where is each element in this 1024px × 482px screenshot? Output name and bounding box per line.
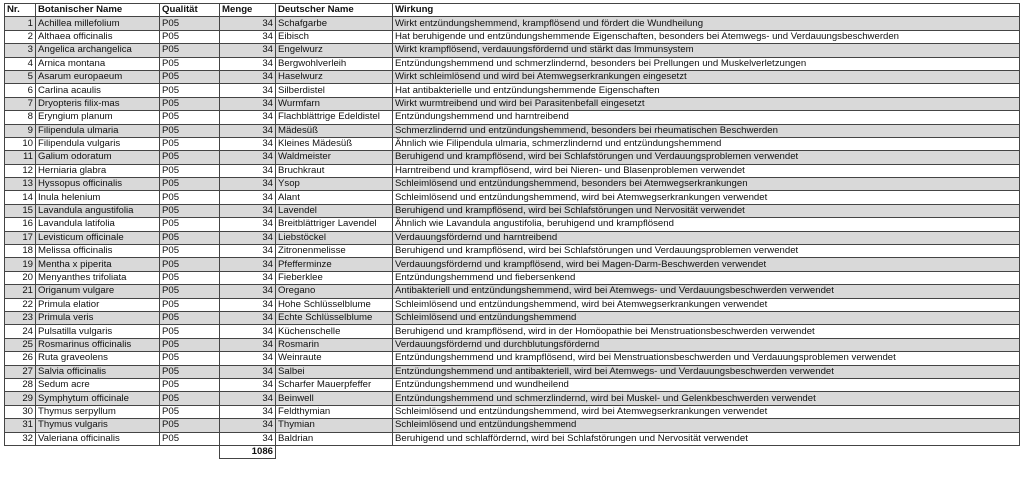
quality-cell[interactable]: P05 — [160, 204, 220, 217]
table-row — [5, 311, 1020, 324]
nr-cell[interactable]: 29 — [5, 392, 36, 405]
table-row — [5, 378, 1020, 391]
quality-cell[interactable]: P05 — [160, 151, 220, 164]
table-row — [5, 57, 1020, 70]
botanical-name-cell[interactable]: Menyanthes trifoliata — [36, 271, 160, 284]
quantity-cell[interactable]: 34 — [220, 405, 276, 418]
quantity-cell[interactable]: 34 — [220, 419, 276, 432]
quantity-cell[interactable]: 34 — [220, 111, 276, 124]
quantity-cell[interactable]: 34 — [220, 218, 276, 231]
table-row — [5, 365, 1020, 378]
quantity-cell[interactable]: 34 — [220, 392, 276, 405]
quality-cell[interactable]: P05 — [160, 231, 220, 244]
quantity-cell[interactable]: 34 — [220, 124, 276, 137]
quantity-cell[interactable]: 34 — [220, 365, 276, 378]
table-row — [5, 392, 1020, 405]
botanical-name-cell[interactable]: Althaea officinalis — [36, 30, 160, 43]
nr-cell[interactable]: 20 — [5, 271, 36, 284]
effect-cell[interactable]: Wirkt entzündungshemmend, krampflösend und fördert die Wundheilung — [393, 17, 1020, 30]
german-name-cell[interactable]: Silberdistel — [276, 84, 393, 97]
table-row — [5, 419, 1020, 432]
german-name-cell[interactable]: Ysop — [276, 178, 393, 191]
quantity-cell[interactable]: 34 — [220, 432, 276, 445]
botanical-name-cell[interactable]: Origanum vulgare — [36, 285, 160, 298]
nr-cell[interactable]: 25 — [5, 338, 36, 351]
effect-cell[interactable]: Verdauungsfördernd und durchblutungsfördernd — [393, 338, 1020, 351]
table-row — [5, 298, 1020, 311]
botanical-name-cell[interactable]: Melissa officinalis — [36, 245, 160, 258]
botanical-name-cell[interactable]: Dryopteris filix-mas — [36, 97, 160, 110]
botanical-name-cell[interactable]: Asarum europaeum — [36, 70, 160, 83]
table-row — [5, 231, 1020, 244]
effect-cell[interactable]: Entzündungshemmend und wundheilend — [393, 378, 1020, 391]
quality-cell[interactable]: P05 — [160, 124, 220, 137]
header-quantity[interactable]: Menge — [220, 4, 276, 17]
nr-cell[interactable]: 6 — [5, 84, 36, 97]
table-row — [5, 258, 1020, 271]
quantity-cell[interactable]: 34 — [220, 44, 276, 57]
effect-cell[interactable]: Schleimlösend und entzündungshemmend, besonders bei Atemwegserkrankungen — [393, 178, 1020, 191]
botanical-name-cell[interactable]: Pulsatilla vulgaris — [36, 325, 160, 338]
effect-cell[interactable]: Entzündungshemmend und antibakteriell, wird bei Atemwegs- und Verdauungsbeschwerden verwendet — [393, 365, 1020, 378]
german-name-cell[interactable]: Salbei — [276, 365, 393, 378]
german-name-cell[interactable]: Breitblättriger Lavendel — [276, 218, 393, 231]
header-quality[interactable]: Qualität — [160, 4, 220, 17]
table-row — [5, 245, 1020, 258]
quantity-cell[interactable]: 34 — [220, 30, 276, 43]
effect-cell[interactable]: Entzündungshemmend und schmerzlindernd, wird bei Muskel- und Gelenkbeschwerden verwendet — [393, 392, 1020, 405]
effect-cell[interactable]: Entzündungshemmend und schmerzlindernd, besonders bei Prellungen und Muskelverletzungen — [393, 57, 1020, 70]
quantity-cell[interactable]: 34 — [220, 378, 276, 391]
table-row — [5, 405, 1020, 418]
quantity-cell[interactable]: 34 — [220, 137, 276, 150]
quality-cell[interactable]: P05 — [160, 70, 220, 83]
total-quantity-cell[interactable]: 1086 — [220, 445, 276, 458]
quantity-cell[interactable]: 34 — [220, 17, 276, 30]
quality-cell[interactable]: P05 — [160, 111, 220, 124]
nr-cell[interactable]: 18 — [5, 245, 36, 258]
effect-cell[interactable]: Beruhigend und krampflösend, wird bei Schlafstörungen und Nervosität verwendet — [393, 204, 1020, 217]
quality-cell[interactable]: P05 — [160, 338, 220, 351]
botanical-name-cell[interactable]: Achillea millefolium — [36, 17, 160, 30]
quality-cell[interactable]: P05 — [160, 191, 220, 204]
quantity-cell[interactable]: 34 — [220, 271, 276, 284]
nr-cell[interactable]: 8 — [5, 111, 36, 124]
quantity-cell[interactable]: 34 — [220, 84, 276, 97]
header-row — [5, 4, 1020, 17]
german-name-cell[interactable]: Zitronenmelisse — [276, 245, 393, 258]
quantity-cell[interactable]: 34 — [220, 338, 276, 351]
table-row — [5, 352, 1020, 365]
german-name-cell[interactable]: Weinraute — [276, 352, 393, 365]
effect-cell[interactable]: Beruhigend und krampflösend, wird in der Homöopathie bei Menstruationsbeschwerden verwendet — [393, 325, 1020, 338]
german-name-cell[interactable]: Engelwurz — [276, 44, 393, 57]
botanical-name-cell[interactable]: Symphytum officinale — [36, 392, 160, 405]
table-row — [5, 338, 1020, 351]
quality-cell[interactable]: P05 — [160, 17, 220, 30]
effect-cell[interactable]: Beruhigend und schlaffördernd, wird bei Schlafstörungen und Nervosität verwendet — [393, 432, 1020, 445]
quality-cell[interactable]: P05 — [160, 97, 220, 110]
nr-cell[interactable]: 12 — [5, 164, 36, 177]
nr-cell[interactable]: 26 — [5, 352, 36, 365]
table-row — [5, 178, 1020, 191]
botanical-name-cell[interactable]: Valeriana officinalis — [36, 432, 160, 445]
botanical-name-cell[interactable]: Thymus serpyllum — [36, 405, 160, 418]
table-row — [5, 30, 1020, 43]
table-row — [5, 44, 1020, 57]
blank-cell — [393, 445, 1020, 458]
effect-cell[interactable]: Ähnlich wie Lavandula angustifolia, beruhigend und krampflösend — [393, 218, 1020, 231]
quantity-cell[interactable]: 34 — [220, 352, 276, 365]
header-botanical-name[interactable]: Botanischer Name — [36, 4, 160, 17]
german-name-cell[interactable]: Pfefferminze — [276, 258, 393, 271]
herb-table — [4, 3, 1020, 459]
quantity-cell[interactable]: 34 — [220, 285, 276, 298]
nr-cell[interactable]: 30 — [5, 405, 36, 418]
german-name-cell[interactable]: Liebstöckel — [276, 231, 393, 244]
table-row — [5, 325, 1020, 338]
german-name-cell[interactable]: Feldthymian — [276, 405, 393, 418]
effect-cell[interactable]: Schleimlösend und entzündungshemmend, wird bei Atemwegserkrankungen verwendet — [393, 405, 1020, 418]
effect-cell[interactable]: Beruhigend und krampflösend, wird bei Schlafstörungen und Verdauungsproblemen verwendet — [393, 245, 1020, 258]
total-row — [5, 445, 1020, 458]
german-name-cell[interactable]: Schafgarbe — [276, 17, 393, 30]
botanical-name-cell[interactable]: Galium odoratum — [36, 151, 160, 164]
effect-cell[interactable]: Entzündungshemmend und fiebersenkend — [393, 271, 1020, 284]
german-name-cell[interactable]: Thymian — [276, 419, 393, 432]
effect-cell[interactable]: Entzündungshemmend und krampflösend, wird bei Menstruationsbeschwerden und Verdauungsproblemen verwendet — [393, 352, 1020, 365]
nr-cell[interactable]: 15 — [5, 204, 36, 217]
effect-cell[interactable]: Schmerzlindernd und entzündungshemmend, besonders bei rheumatischen Beschwerden — [393, 124, 1020, 137]
effect-cell[interactable]: Beruhigend und krampflösend, wird bei Schlafstörungen und Verdauungsproblemen verwendet — [393, 151, 1020, 164]
botanical-name-cell[interactable]: Lavandula angustifolia — [36, 204, 160, 217]
quality-cell[interactable]: P05 — [160, 218, 220, 231]
quantity-cell[interactable]: 34 — [220, 231, 276, 244]
quantity-cell[interactable]: 34 — [220, 311, 276, 324]
quantity-cell[interactable]: 34 — [220, 245, 276, 258]
quality-cell[interactable]: P05 — [160, 245, 220, 258]
german-name-cell[interactable]: Waldmeister — [276, 151, 393, 164]
quality-cell[interactable]: P05 — [160, 30, 220, 43]
effect-cell[interactable]: Schleimlösend und entzündungshemmend — [393, 311, 1020, 324]
german-name-cell[interactable]: Hohe Schlüsselblume — [276, 298, 393, 311]
nr-cell[interactable]: 19 — [5, 258, 36, 271]
quality-cell[interactable]: P05 — [160, 392, 220, 405]
table-row — [5, 97, 1020, 110]
quality-cell[interactable]: P05 — [160, 164, 220, 177]
quality-cell[interactable]: P05 — [160, 258, 220, 271]
table-row — [5, 84, 1020, 97]
german-name-cell[interactable]: Scharfer Mauerpfeffer — [276, 378, 393, 391]
table-row — [5, 111, 1020, 124]
table-row — [5, 432, 1020, 445]
botanical-name-cell[interactable]: Levisticum officinale — [36, 231, 160, 244]
table-row — [5, 137, 1020, 150]
nr-cell[interactable]: 4 — [5, 57, 36, 70]
german-name-cell[interactable]: Haselwurz — [276, 70, 393, 83]
nr-cell[interactable]: 10 — [5, 137, 36, 150]
nr-cell[interactable]: 21 — [5, 285, 36, 298]
quality-cell[interactable]: P05 — [160, 311, 220, 324]
effect-cell[interactable]: Schleimlösend und entzündungshemmend, wird bei Atemwegserkrankungen verwendet — [393, 298, 1020, 311]
botanical-name-cell[interactable]: Eryngium planum — [36, 111, 160, 124]
quantity-cell[interactable]: 34 — [220, 164, 276, 177]
quality-cell[interactable]: P05 — [160, 365, 220, 378]
effect-cell[interactable]: Ähnlich wie Filipendula ulmaria, schmerzlindernd und entzündungshemmend — [393, 137, 1020, 150]
german-name-cell[interactable]: Eibisch — [276, 30, 393, 43]
german-name-cell[interactable]: Oregano — [276, 285, 393, 298]
quality-cell[interactable]: P05 — [160, 137, 220, 150]
effect-cell[interactable]: Schleimlösend und entzündungshemmend, wird bei Atemwegserkrankungen verwendet — [393, 191, 1020, 204]
quality-cell[interactable]: P05 — [160, 405, 220, 418]
botanical-name-cell[interactable]: Salvia officinalis — [36, 365, 160, 378]
botanical-name-cell[interactable]: Sedum acre — [36, 378, 160, 391]
german-name-cell[interactable]: Alant — [276, 191, 393, 204]
nr-cell[interactable]: 5 — [5, 70, 36, 83]
quantity-cell[interactable]: 34 — [220, 151, 276, 164]
effect-cell[interactable]: Hat antibakterielle und entzündungshemmende Eigenschaften — [393, 84, 1020, 97]
nr-cell[interactable]: 23 — [5, 311, 36, 324]
botanical-name-cell[interactable]: Hyssopus officinalis — [36, 178, 160, 191]
nr-cell[interactable]: 9 — [5, 124, 36, 137]
quality-cell[interactable]: P05 — [160, 84, 220, 97]
table-row — [5, 218, 1020, 231]
nr-cell[interactable]: 24 — [5, 325, 36, 338]
blank-cell — [36, 445, 160, 458]
german-name-cell[interactable]: Beinwell — [276, 392, 393, 405]
effect-cell[interactable]: Wirkt krampflösend, verdauungsfördernd und stärkt das Immunsystem — [393, 44, 1020, 57]
table-row — [5, 285, 1020, 298]
botanical-name-cell[interactable]: Mentha x piperita — [36, 258, 160, 271]
german-name-cell[interactable]: Kleines Mädesüß — [276, 137, 393, 150]
nr-cell[interactable]: 2 — [5, 30, 36, 43]
nr-cell[interactable]: 32 — [5, 432, 36, 445]
botanical-name-cell[interactable]: Arnica montana — [36, 57, 160, 70]
german-name-cell[interactable]: Lavendel — [276, 204, 393, 217]
quantity-cell[interactable]: 34 — [220, 258, 276, 271]
botanical-name-cell[interactable]: Filipendula ulmaria — [36, 124, 160, 137]
nr-cell[interactable]: 22 — [5, 298, 36, 311]
botanical-name-cell[interactable]: Rosmarinus officinalis — [36, 338, 160, 351]
quantity-cell[interactable]: 34 — [220, 325, 276, 338]
table-row — [5, 271, 1020, 284]
german-name-cell[interactable]: Küchenschelle — [276, 325, 393, 338]
quantity-cell[interactable]: 34 — [220, 191, 276, 204]
quality-cell[interactable]: P05 — [160, 44, 220, 57]
table-row — [5, 164, 1020, 177]
quantity-cell[interactable]: 34 — [220, 298, 276, 311]
table-row — [5, 191, 1020, 204]
table-row — [5, 124, 1020, 137]
german-name-cell[interactable]: Rosmarin — [276, 338, 393, 351]
quality-cell[interactable]: P05 — [160, 57, 220, 70]
table-row — [5, 17, 1020, 30]
quality-cell[interactable]: P05 — [160, 298, 220, 311]
quality-cell[interactable]: P05 — [160, 432, 220, 445]
botanical-name-cell[interactable]: Ruta graveolens — [36, 352, 160, 365]
nr-cell[interactable]: 13 — [5, 178, 36, 191]
nr-cell[interactable]: 14 — [5, 191, 36, 204]
nr-cell[interactable]: 17 — [5, 231, 36, 244]
nr-cell[interactable]: 27 — [5, 365, 36, 378]
quality-cell[interactable]: P05 — [160, 178, 220, 191]
nr-cell[interactable]: 7 — [5, 97, 36, 110]
table-row — [5, 204, 1020, 217]
quality-cell[interactable]: P05 — [160, 352, 220, 365]
effect-cell[interactable]: Wirkt schleimlösend und wird bei Atemwegserkrankungen eingesetzt — [393, 70, 1020, 83]
german-name-cell[interactable]: Echte Schlüsselblume — [276, 311, 393, 324]
blank-cell — [5, 445, 36, 458]
nr-cell[interactable]: 31 — [5, 419, 36, 432]
quantity-cell[interactable]: 34 — [220, 57, 276, 70]
table-row — [5, 70, 1020, 83]
botanical-name-cell[interactable]: Lavandula latifolia — [36, 218, 160, 231]
botanical-name-cell[interactable]: Herniaria glabra — [36, 164, 160, 177]
german-name-cell[interactable]: Baldrian — [276, 432, 393, 445]
botanical-name-cell[interactable]: Primula veris — [36, 311, 160, 324]
german-name-cell[interactable]: Flachblättrige Edeldistel — [276, 111, 393, 124]
botanical-name-cell[interactable]: Angelica archangelica — [36, 44, 160, 57]
quality-cell[interactable]: P05 — [160, 271, 220, 284]
quantity-cell[interactable]: 34 — [220, 97, 276, 110]
effect-cell[interactable]: Schleimlösend und entzündungshemmend — [393, 419, 1020, 432]
nr-cell[interactable]: 11 — [5, 151, 36, 164]
quantity-cell[interactable]: 34 — [220, 178, 276, 191]
header-nr[interactable]: Nr. — [5, 4, 36, 17]
german-name-cell[interactable]: Bruchkraut — [276, 164, 393, 177]
effect-cell[interactable]: Antibakteriell und entzündungshemmend, wird bei Atemwegs- und Verdauungsbeschwerden verwendet — [393, 285, 1020, 298]
effect-cell[interactable]: Verdauungsfördernd und harntreibend — [393, 231, 1020, 244]
quality-cell[interactable]: P05 — [160, 378, 220, 391]
german-name-cell[interactable]: Mädesüß — [276, 124, 393, 137]
german-name-cell[interactable]: Fieberklee — [276, 271, 393, 284]
effect-cell[interactable]: Verdauungsfördernd und krampflösend, wird bei Magen-Darm-Beschwerden verwendet — [393, 258, 1020, 271]
botanical-name-cell[interactable]: Thymus vulgaris — [36, 419, 160, 432]
nr-cell[interactable]: 28 — [5, 378, 36, 391]
blank-cell — [160, 445, 220, 458]
blank-cell — [276, 445, 393, 458]
nr-cell[interactable]: 16 — [5, 218, 36, 231]
effect-cell[interactable]: Harntreibend und krampflösend, wird bei Nieren- und Blasenproblemen verwendet — [393, 164, 1020, 177]
german-name-cell[interactable]: Bergwohlverleih — [276, 57, 393, 70]
botanical-name-cell[interactable]: Primula elatior — [36, 298, 160, 311]
quantity-cell[interactable]: 34 — [220, 204, 276, 217]
quality-cell[interactable]: P05 — [160, 285, 220, 298]
effect-cell[interactable]: Entzündungshemmend und harntreibend — [393, 111, 1020, 124]
quantity-cell[interactable]: 34 — [220, 70, 276, 83]
table-row — [5, 151, 1020, 164]
botanical-name-cell[interactable]: Filipendula vulgaris — [36, 137, 160, 150]
header-german-name[interactable]: Deutscher Name — [276, 4, 393, 17]
effect-cell[interactable]: Wirkt wurmtreibend und wird bei Parasitenbefall eingesetzt — [393, 97, 1020, 110]
botanical-name-cell[interactable]: Carlina acaulis — [36, 84, 160, 97]
botanical-name-cell[interactable]: Inula helenium — [36, 191, 160, 204]
nr-cell[interactable]: 3 — [5, 44, 36, 57]
quality-cell[interactable]: P05 — [160, 325, 220, 338]
effect-cell[interactable]: Hat beruhigende und entzündungshemmende Eigenschaften, besonders bei Atemwegs- und Verdauungsbeschwerden — [393, 30, 1020, 43]
nr-cell[interactable]: 1 — [5, 17, 36, 30]
header-effect[interactable]: Wirkung — [393, 4, 1020, 17]
german-name-cell[interactable]: Wurmfarn — [276, 97, 393, 110]
quality-cell[interactable]: P05 — [160, 419, 220, 432]
